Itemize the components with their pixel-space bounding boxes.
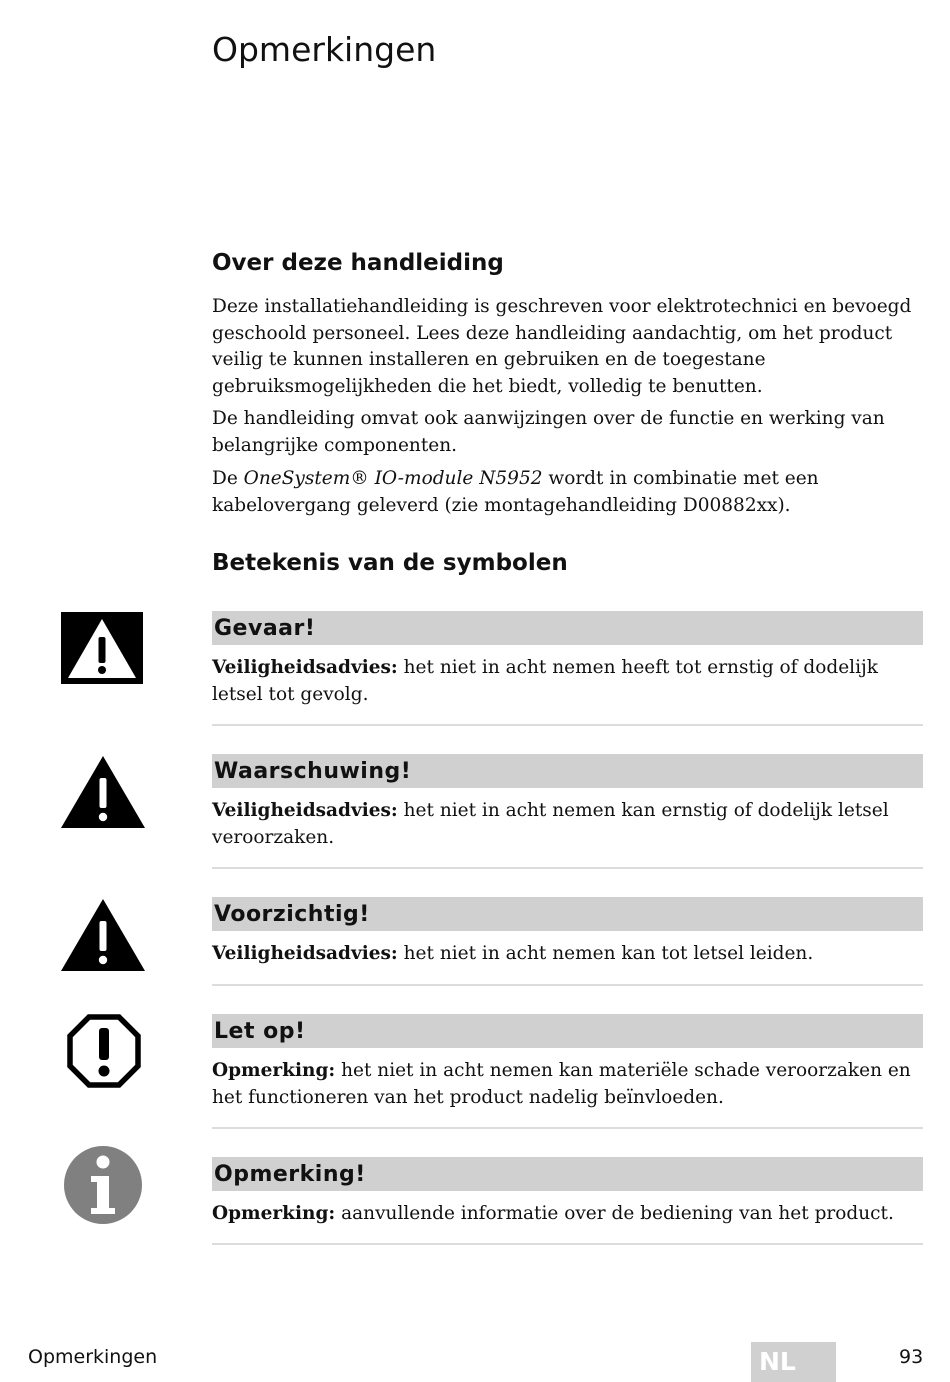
notice-danger bbox=[212, 611, 923, 708]
notice-title: Voorzichtig! bbox=[212, 897, 923, 931]
notice-text: het niet in acht nemen kan tot letsel leiden. bbox=[397, 943, 814, 964]
notice-body bbox=[212, 798, 923, 851]
warning-triangle-icon bbox=[61, 756, 145, 828]
product-name: OneSystem® IO-module N5952 bbox=[243, 468, 543, 489]
about-p3-prefix: De bbox=[212, 468, 244, 489]
notice-text: het niet in acht nemen kan materiële schade veroorzaken en het functioneren van het product nadelig beïnvloeden. bbox=[212, 1060, 911, 1108]
notice-info bbox=[212, 1157, 923, 1228]
notice-body bbox=[212, 1201, 923, 1228]
notice-label: Veiligheidsadvies: bbox=[212, 800, 398, 821]
notice-title: Gevaar! bbox=[212, 611, 923, 645]
notice-body bbox=[212, 655, 923, 708]
notice-attention bbox=[212, 1014, 923, 1111]
info-circle-icon bbox=[63, 1145, 143, 1225]
notice-text: aanvullende informatie over de bediening van het product. bbox=[335, 1203, 894, 1224]
notice-title: Opmerking! bbox=[212, 1157, 923, 1191]
notice-warning bbox=[212, 754, 923, 851]
about-paragraph-1: Deze installatiehandleiding is geschreven voor elektrotechnici en bevoegd geschoold personeel. Lees deze handleiding aandachtig, om het product veilig te kunnen installeren en gebruiken en de toegestane gebruiksmogelijkheden die het biedt, volledig te benutten. bbox=[212, 296, 912, 397]
notice-body bbox=[212, 941, 923, 968]
notice-text: het niet in acht nemen heeft tot ernstig of dodelijk letsel tot gevolg. bbox=[212, 657, 878, 705]
notice-label: Veiligheidsadvies: bbox=[212, 943, 398, 964]
notice-title: Let op! bbox=[212, 1014, 923, 1048]
divider bbox=[212, 984, 923, 986]
footer-section-label: Opmerkingen bbox=[28, 1346, 158, 1368]
notice-label: Veiligheidsadvies: bbox=[212, 657, 398, 678]
divider bbox=[212, 1127, 923, 1129]
notice-label: Opmerking: bbox=[212, 1203, 336, 1224]
about-paragraph-2: De handleiding omvat ook aanwijzingen over de functie en werking van belangrijke componenten. bbox=[212, 408, 885, 456]
notice-title: Waarschuwing! bbox=[212, 754, 923, 788]
divider bbox=[212, 724, 923, 726]
symbols-heading: Betekenis van de symbolen bbox=[212, 550, 568, 576]
notice-text: het niet in acht nemen kan ernstig of dodelijk letsel veroorzaken. bbox=[212, 800, 889, 848]
divider bbox=[212, 867, 923, 869]
about-heading: Over deze handleiding bbox=[212, 250, 504, 276]
attention-octagon-icon bbox=[67, 1014, 141, 1088]
notice-label: Opmerking: bbox=[212, 1060, 336, 1081]
notice-caution bbox=[212, 897, 923, 968]
language-badge: NL bbox=[751, 1342, 836, 1382]
about-paragraph-3 bbox=[212, 466, 924, 519]
page-title: Opmerkingen bbox=[212, 30, 437, 69]
notice-body bbox=[212, 1058, 923, 1111]
caution-triangle-icon bbox=[61, 899, 145, 971]
danger-warning-box-icon bbox=[61, 612, 143, 684]
page-number: 93 bbox=[899, 1346, 924, 1368]
divider bbox=[212, 1243, 923, 1245]
about-p3-suffix: wordt in combinatie met een kabelovergang geleverd (zie montagehandleiding D00882xx). bbox=[212, 468, 819, 516]
